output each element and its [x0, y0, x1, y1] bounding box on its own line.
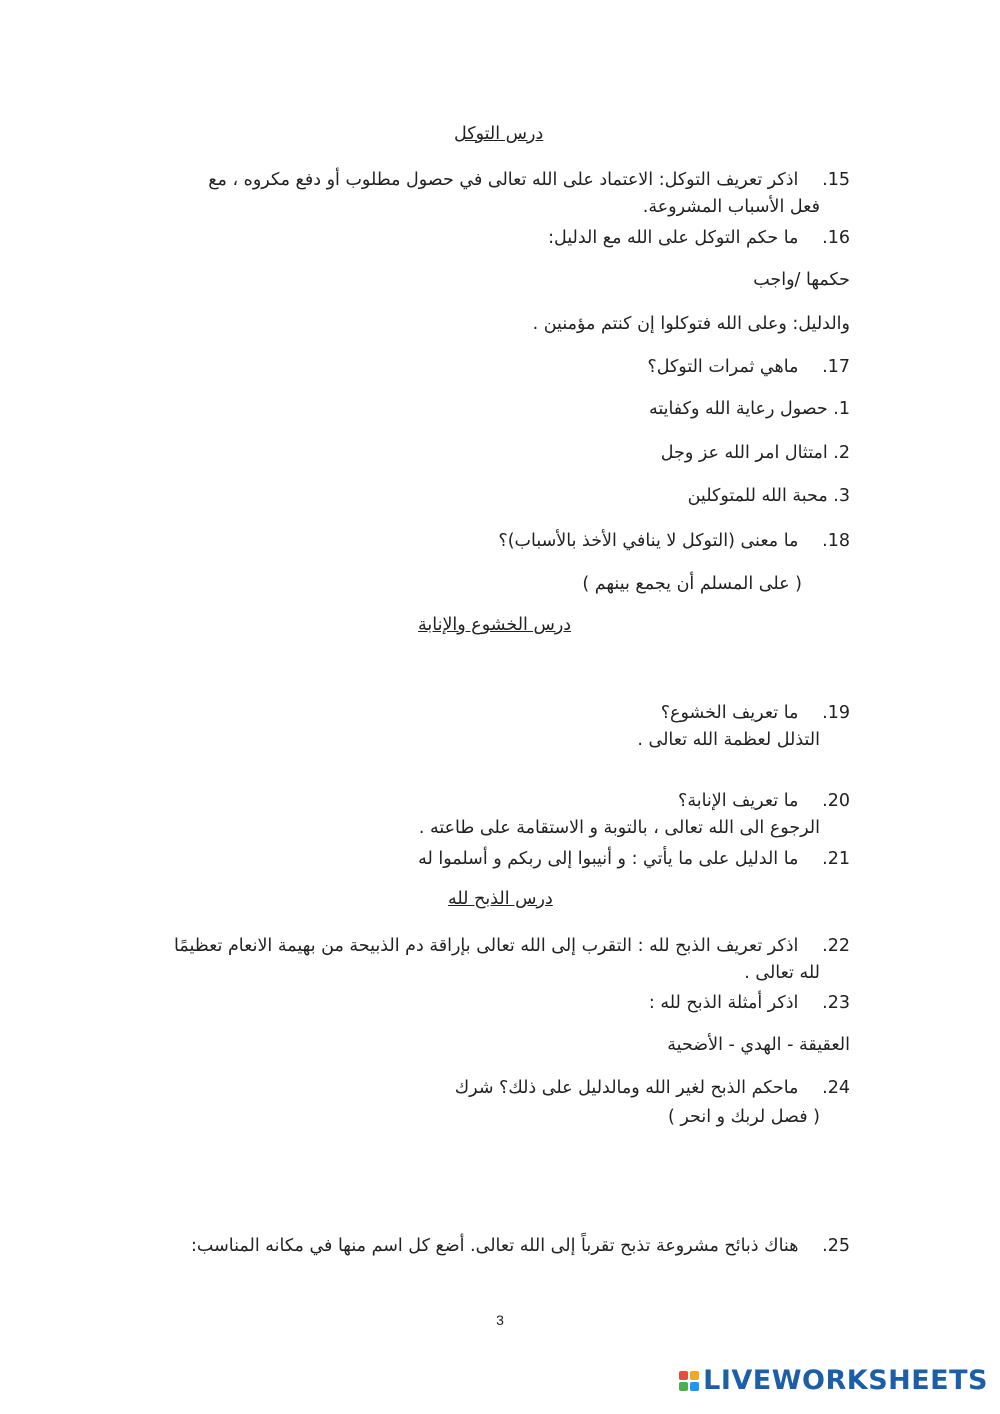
question-number: 17.	[822, 357, 850, 377]
question-number: 25.	[822, 1236, 850, 1256]
section-heading-tawakkul: درس التوكل	[454, 124, 544, 144]
question-text: ما تعريف الخشوع؟	[660, 703, 799, 723]
fruit-item-3: 3. محبة الله للمتوكلين	[687, 486, 850, 506]
question-text: ما الدليل على ما يأتي : و أنيبوا إلى ربكم و أسلموا له	[418, 849, 799, 869]
question-number: 24.	[822, 1078, 850, 1098]
question-17	[647, 355, 850, 379]
section-heading-dhabh: درس الذبح لله	[448, 889, 553, 909]
question-text: هناك ذبائح مشروعة تذبح تقرباً إلى الله تعالى. أضع كل اسم منها في مكانه المناسب:	[191, 1236, 799, 1256]
question-25	[191, 1234, 850, 1258]
question-text: ماهي ثمرات التوكل؟	[647, 357, 799, 377]
answer-19: التذلل لعظمة الله تعالى .	[637, 730, 820, 750]
question-text: اذكر أمثلة الذبح لله :	[648, 993, 799, 1013]
question-21	[418, 847, 850, 871]
answer-dalil: والدليل: وعلى الله فتوكلوا إن كنتم مؤمنين .	[532, 314, 850, 334]
question-number: 16.	[822, 228, 850, 248]
section-heading-khushu: درس الخشوع والإنابة	[418, 615, 572, 635]
question-18	[498, 529, 850, 553]
question-number: 21.	[822, 849, 850, 869]
question-19	[661, 701, 850, 725]
question-number: 22.	[822, 936, 850, 956]
question-22-continuation: لله تعالى .	[744, 963, 820, 983]
fruit-item-1: 1. حصول رعاية الله وكفايته	[648, 399, 850, 419]
answer-hukm: حكمها /واجب	[753, 270, 850, 290]
question-16	[548, 226, 850, 250]
answer-23: العقيقة - الهدي - الأضحية	[667, 1035, 850, 1055]
answer-18: ( على المسلم أن يجمع بينهم )	[582, 574, 802, 594]
question-20	[678, 789, 850, 813]
question-number: 20.	[822, 791, 850, 811]
question-24	[455, 1076, 850, 1100]
question-number: 15.	[822, 170, 850, 190]
question-number: 23.	[822, 993, 850, 1013]
liveworksheets-logo	[679, 1365, 988, 1396]
question-15-continuation: فعل الأسباب المشروعة.	[642, 197, 820, 217]
question-number: 18.	[822, 531, 850, 551]
logo-text: LIVEWORKSHEETS	[703, 1365, 988, 1396]
question-text: ما حكم التوكل على الله مع الدليل:	[548, 228, 799, 248]
logo-icon	[679, 1371, 699, 1391]
question-23	[649, 991, 850, 1015]
question-22	[174, 934, 850, 958]
answer-20: الرجوع الى الله تعالى ، بالتوبة و الاستقامة على طاعته .	[418, 818, 820, 838]
fruit-item-2: 2. امتثال امر الله عز وجل	[660, 443, 850, 463]
question-text: اذكر تعريف الذبح لله : التقرب إلى الله تعالى بإراقة دم الذبيحة من بهيمة الانعام تعظيمًا	[174, 936, 799, 956]
question-text: اذكر تعريف التوكل: الاعتماد على الله تعالى في حصول مطلوب أو دفع مكروه ، مع	[208, 170, 799, 190]
question-text: ما معنى (التوكل لا ينافي الأخذ بالأسباب)؟	[498, 531, 799, 551]
question-text: ما تعريف الإنابة؟	[678, 791, 799, 811]
question-number: 19.	[822, 703, 850, 723]
answer-24: ( فصل لربك و انحر )	[667, 1107, 820, 1127]
question-15	[208, 168, 850, 192]
page-number: 3	[496, 1312, 504, 1328]
question-text: ماحكم الذبح لغير الله ومالدليل على ذلك؟ شرك	[454, 1078, 799, 1098]
